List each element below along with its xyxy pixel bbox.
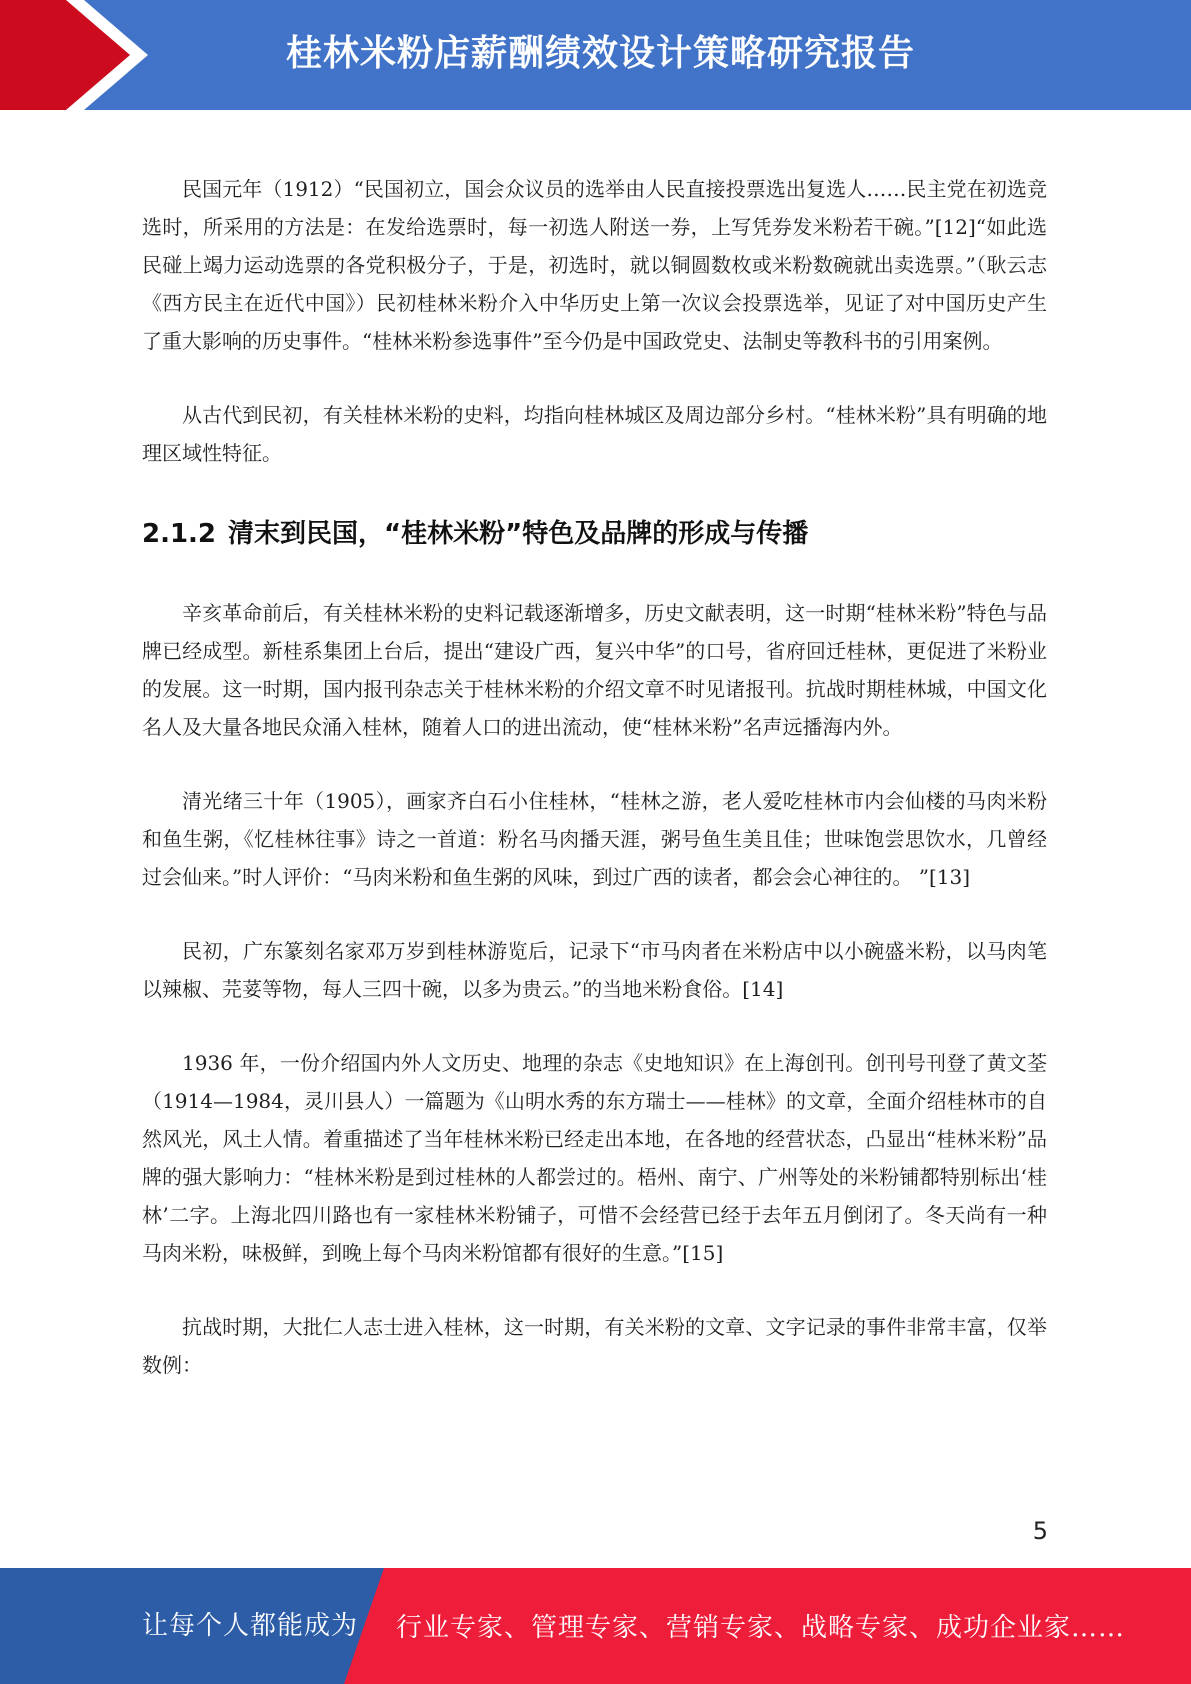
section-title: 清末到民国，“桂林米粉”特色及品牌的形成与传播	[228, 519, 809, 549]
page-header	[0, 0, 1191, 110]
paragraph: 抗战时期，大批仁人志士进入桂林，这一时期，有关米粉的文章、文字记录的事件非常丰富，仅举数例：	[142, 1315, 1047, 1377]
paragraph: 清光绪三十年（1905），画家齐白石小住桂林，“桂林之游，老人爱吃桂林市内会仙楼的马肉米粉和鱼生粥，《忆桂林往事》诗之一首道：粉名马肉播天涯，粥号鱼生美且佳；世味饱尝思饮水，几曾经过会仙来。”时人评价：“马肉米粉和鱼生粥的风味，到过广西的读者，都会会心神往的。 ”[13]	[142, 789, 1047, 889]
section-number: 2.1.2	[142, 519, 217, 549]
footer-slogan-right: 行业专家、管理专家、营销专家、战略专家、成功企业家……	[396, 1613, 1126, 1643]
paragraph: 民国元年（1912）“民国初立，国会众议员的选举由人民直接投票选出复选人……民主党在初选竞选时，所采用的方法是：在发给选票时，每一初选人附送一券，上写凭券发米粉若干碗。”[12]“如此选民碰上竭力运动选票的各党积极分子，于是，初选时，就以铜圆数枚或米粉数碗就出卖选票。”（耿云志《西方民主在近代中国》）民初桂林米粉介入中华历史上第一次议会投票选举，见证了对中国历史产生了重大影响的历史事件。“桂林米粉参选事件”至今仍是中国政党史、法制史等教科书的引用案例。	[142, 177, 1047, 353]
document-body	[142, 170, 1047, 1384]
paragraph: 从古代到民初，有关桂林米粉的史料，均指向桂林城区及周边部分乡村。“桂林米粉”具有明确的地理区域性特征。	[142, 403, 1047, 465]
paragraph: 辛亥革命前后，有关桂林米粉的史料记载逐渐增多，历史文献表明，这一时期“桂林米粉”特色与品牌已经成型。新桂系集团上台后，提出“建设广西，复兴中华”的口号，省府回迁桂林，更促进了米粉业的发展。这一时期，国内报刊杂志关于桂林米粉的介绍文章不时见诸报刊。抗战时期桂林城，中国文化名人及大量各地民众涌入桂林，随着人口的进出流动，使“桂林米粉”名声远播海内外。	[142, 601, 1047, 739]
paragraph: 民初，广东篆刻名家邓万岁到桂林游览后，记录下“市马肉者在米粉店中以小碗盛米粉，以马肉笔以辣椒、芫荽等物，每人三四十碗，以多为贵云。”的当地米粉食俗。[14]	[142, 939, 1047, 1001]
section-heading	[142, 514, 1047, 554]
footer-slogan-left: 让每个人都能成为	[142, 1611, 359, 1641]
report-title: 桂林米粉店薪酬绩效设计策略研究报告	[285, 33, 915, 74]
page-number: 5	[1032, 1517, 1048, 1545]
page-footer	[0, 1568, 1191, 1684]
paragraph: 1936 年，一份介绍国内外人文历史、地理的杂志《史地知识》在上海创刊。创刊号刊登了黄文荃（1914—1984，灵川县人）一篇题为《山明水秀的东方瑞士——桂林》的文章，全面介绍桂林市的自然风光，风土人情。着重描述了当年桂林米粉已经走出本地，在各地的经营状态，凸显出“桂林米粉”品牌的强大影响力：“桂林米粉是到过桂林的人都尝过的。梧州、南宁、广州等处的米粉铺都特别标出‘桂林’二字。上海北四川路也有一家桂林米粉铺子，可惜不会经营已经于去年五月倒闭了。冬天尚有一种马肉米粉，味极鲜，到晚上每个马肉米粉馆都有很好的生意。”[15]	[142, 1051, 1047, 1265]
